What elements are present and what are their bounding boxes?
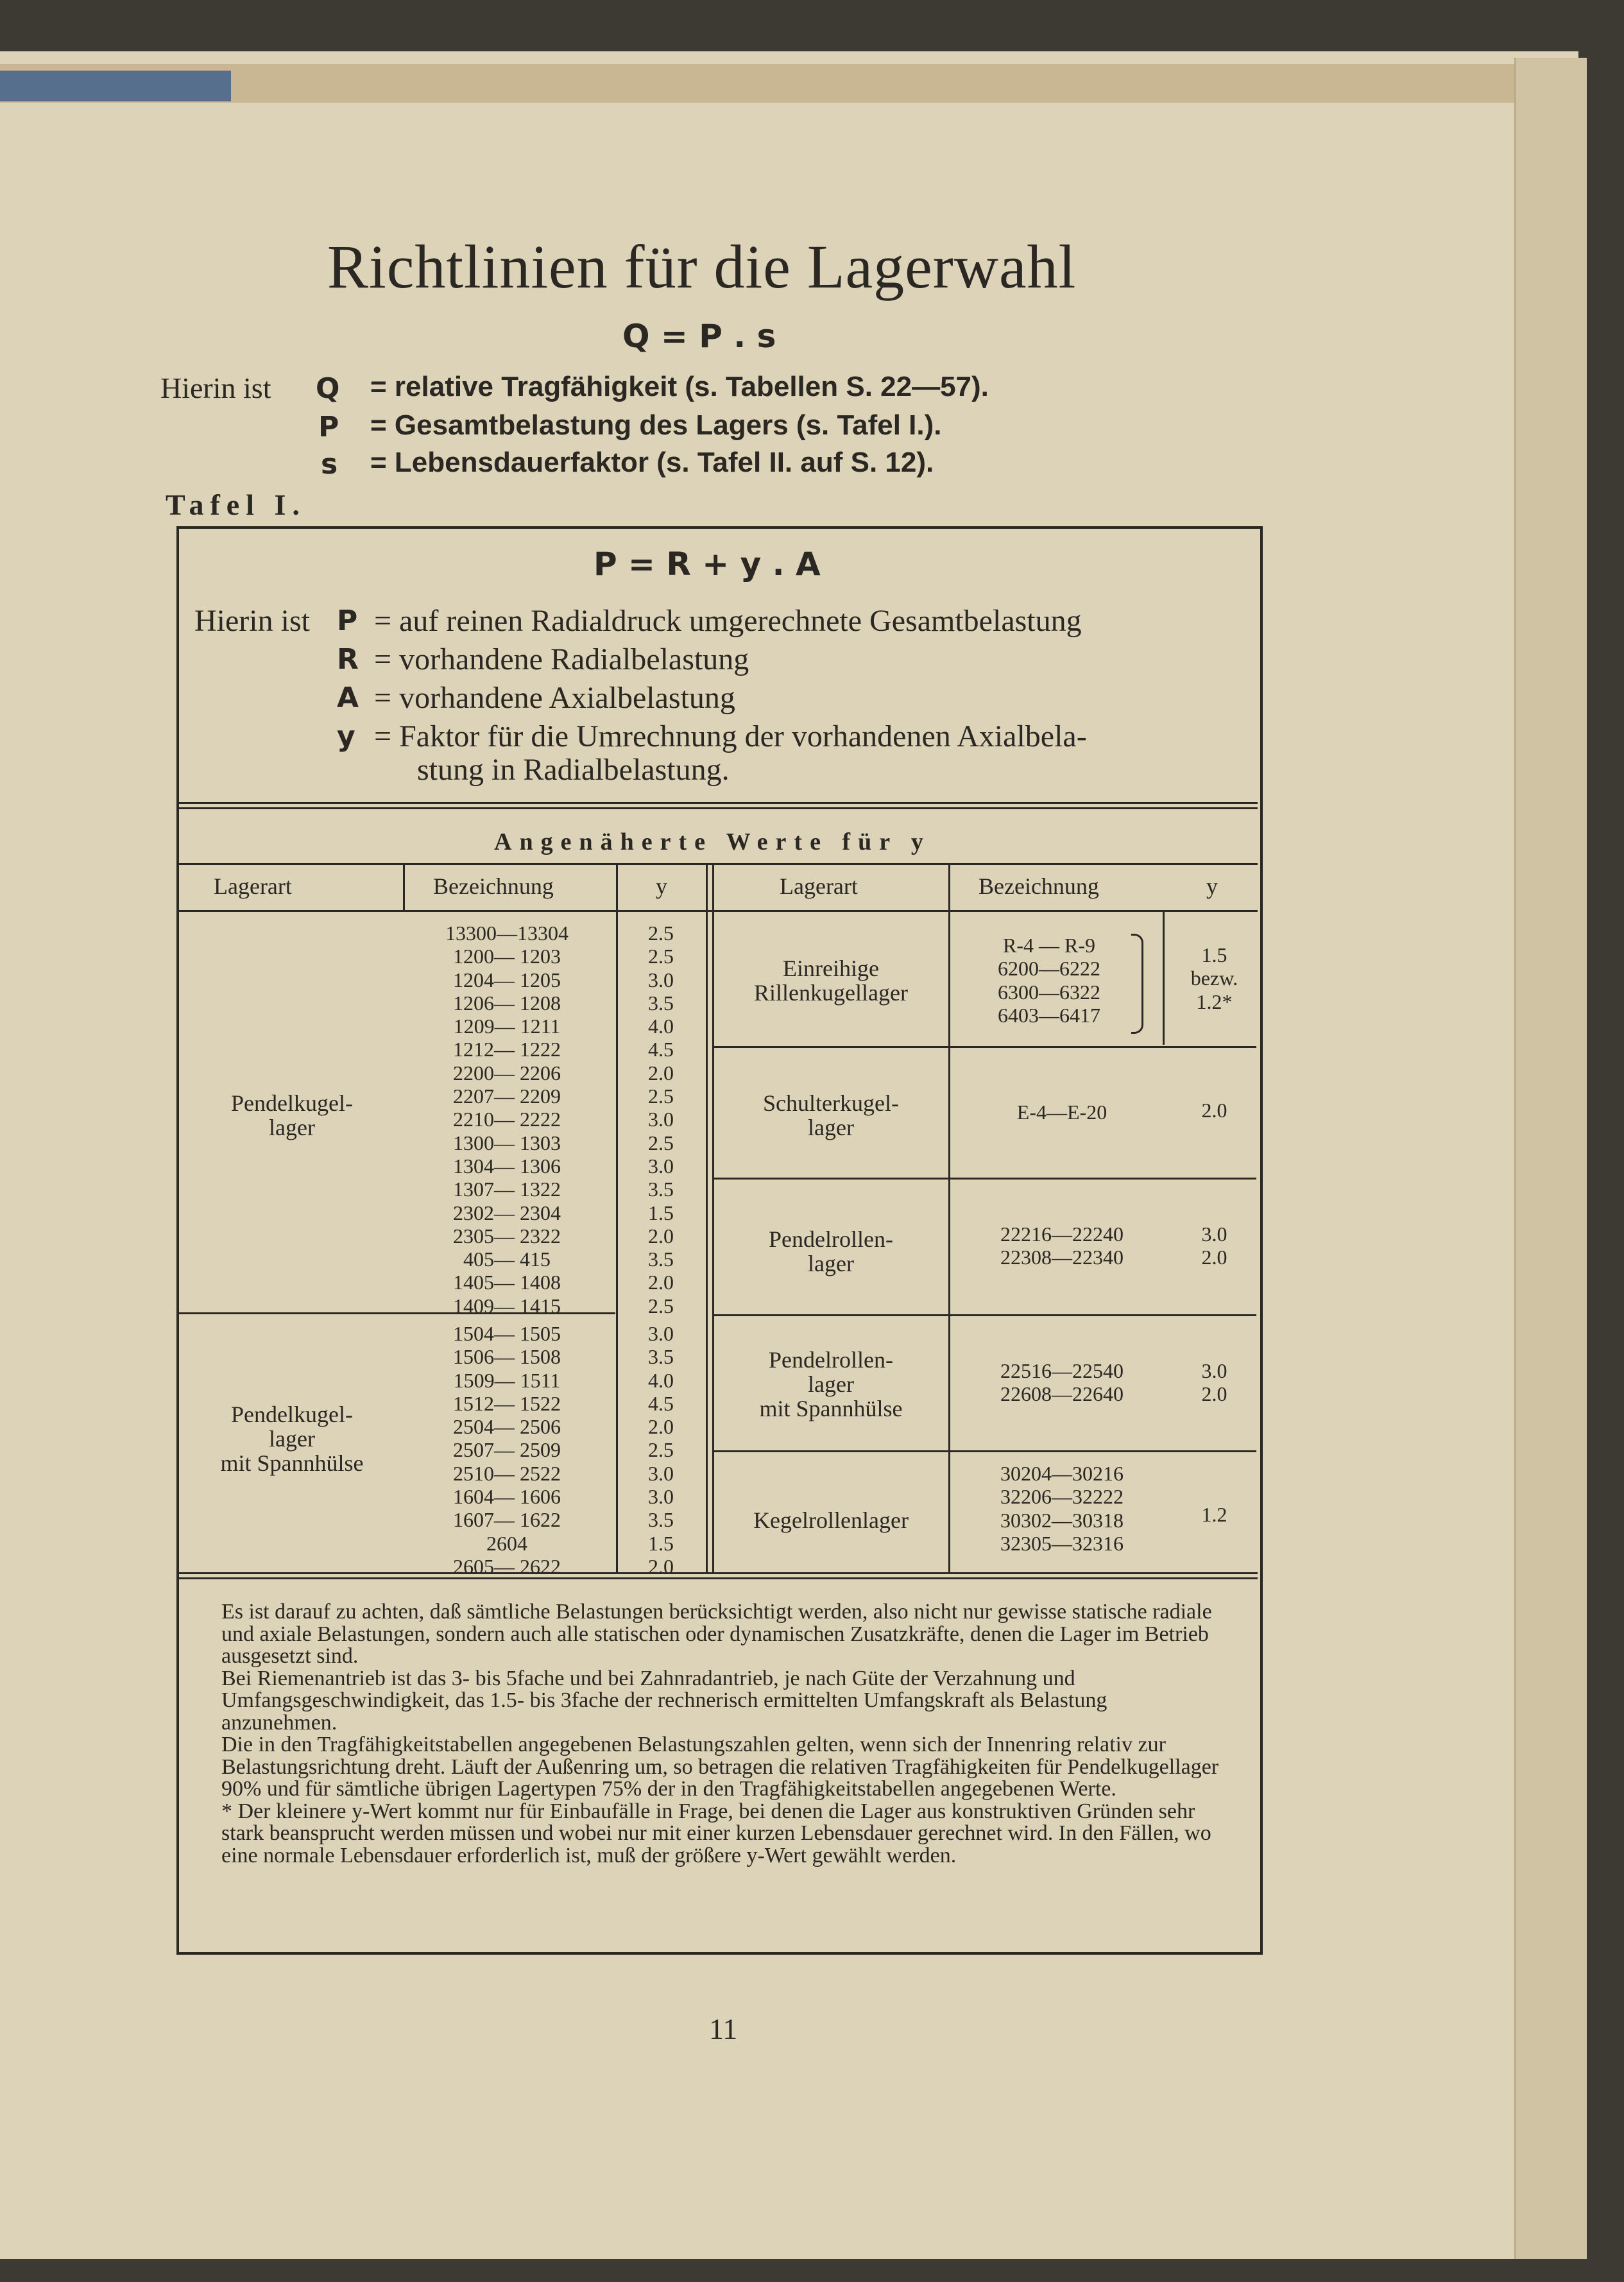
group-divider: [714, 1178, 1256, 1180]
table-cell: 1300— 1303: [453, 1131, 561, 1154]
table-cell: 2.5: [648, 1131, 674, 1154]
table-cell: 2210— 2222: [453, 1108, 561, 1131]
column-divider: [948, 863, 950, 1572]
table-cell: 1212— 1222: [453, 1038, 561, 1061]
table-cell: 30302—30318: [1000, 1508, 1124, 1532]
table-cell: 3.0: [648, 968, 674, 991]
table-cell: 2510— 2522: [453, 1461, 561, 1485]
page-title: Richtlinien für die Lagerwahl: [327, 232, 1077, 301]
right-group-5-bezeichnung: [962, 1462, 1161, 1555]
main-formula: Q = P . s: [622, 318, 776, 355]
table-cell: 2.5: [648, 1294, 674, 1317]
page-number: 11: [709, 2012, 738, 2045]
table-cell: 1405— 1408: [453, 1271, 561, 1294]
table-cell: 3.0: [1201, 1222, 1227, 1246]
table-cell: 1506— 1508: [453, 1345, 561, 1369]
right-group-2-bezeichnung: [962, 1101, 1161, 1124]
table-cell: 2.0: [648, 1271, 674, 1294]
note-paragraph: Bei Riemenantrieb ist das 3- bis 5fache und bei Zahnradantrieb, je nach Güte der Verzahnung und Umfangsgeschwindigkeit, das 1.5- bis 3fache der rechnerisch ermittelten Umfangskraft als Belastung anzunehmen.: [221, 1666, 1107, 1735]
table-cell: 3.5: [648, 1248, 674, 1271]
right-group-3-bezeichnung: [962, 1222, 1161, 1269]
right-group-3-y: [1174, 1222, 1254, 1269]
right-group-2-name: Schulterkugel- lager: [763, 1090, 899, 1140]
table-bottom-line: [179, 1577, 1258, 1579]
table-cell: 2.0: [648, 1415, 674, 1439]
table-cell: 2605— 2622: [453, 1554, 561, 1578]
group-divider: [714, 1046, 1256, 1048]
table-cell: 3.5: [648, 1178, 674, 1201]
table-cell: 2.0: [1201, 1099, 1227, 1122]
table-cell: 2.5: [648, 922, 674, 945]
brace-icon: [1131, 934, 1143, 1034]
header-lagerart-right: Lagerart: [780, 873, 858, 899]
table-cell: 3.0: [648, 1108, 674, 1131]
header-bezeichnung-right: Bezeichnung: [979, 873, 1099, 899]
intro-def-s: = Lebensdauerfaktor (s. Tafel II. auf S. 12).: [370, 447, 934, 478]
table-cell: 22608—22640: [1000, 1382, 1124, 1406]
table-cell: 2.5: [648, 945, 674, 968]
table-cell: 4.0: [648, 1015, 674, 1038]
group-divider: [714, 1314, 1256, 1316]
intro-symbol-q: Q: [316, 372, 340, 405]
table-cell: 1307— 1322: [453, 1178, 561, 1201]
box-symbol-r: R: [337, 643, 359, 676]
table-cell: bezw.: [1190, 966, 1238, 990]
column-divider: [706, 863, 708, 1572]
table-cell: 4.5: [648, 1038, 674, 1061]
box-symbol-p: P: [337, 605, 358, 637]
box-def-p: = auf reinen Radialdruck umgerechnete Gesamtbelastung: [374, 604, 1082, 638]
column-divider: [403, 863, 405, 910]
table-cell: 3.0: [648, 1461, 674, 1485]
box-formula: P = R + y . A: [594, 545, 821, 583]
left-group-1-y: [626, 922, 696, 1317]
table-cell: 2.0: [648, 1224, 674, 1248]
table-cell: 32206—32222: [1000, 1485, 1124, 1509]
table-cell: 2207— 2209: [453, 1085, 561, 1108]
right-group-1-bezeichnung: [962, 934, 1136, 1027]
table-cell: 1.5: [648, 1201, 674, 1224]
table-bottom-line: [179, 1572, 1258, 1574]
divider-line: [179, 807, 1258, 809]
intro-def-q: = relative Tragfähigkeit (s. Tabellen S. 22—57).: [370, 371, 989, 402]
table-cell: 3.0: [1201, 1359, 1227, 1382]
table-cell: 1504— 1505: [453, 1322, 561, 1345]
table-cell: 1.2: [1201, 1503, 1227, 1526]
intro-label: Hierin ist: [160, 372, 271, 404]
box-symbol-y: y: [337, 720, 355, 753]
table-cell: 1200— 1203: [453, 945, 561, 968]
right-group-5-y: [1174, 1503, 1254, 1526]
table-cell: 6300—6322: [998, 980, 1100, 1004]
table-cell: 3.0: [648, 1154, 674, 1178]
table-header-bottom-line: [179, 910, 1258, 912]
table-cell: 32305—32316: [1000, 1531, 1124, 1555]
table-cell: 4.5: [648, 1391, 674, 1415]
note-paragraph: Es ist darauf zu achten, daß sämtliche Belastungen berücksichtigt werden, also nicht nur gewisse statische radiale und axiale Belastungen, sondern auch alle statischen oder dynamischen Zusatzkräfte, denen die Lager im Betrieb ausgesetzt sind.: [221, 1600, 1212, 1668]
intro-symbol-s: s: [321, 448, 338, 481]
note-paragraph: Die in den Tragfähigkeitstabellen angegebenen Belastungszahlen gelten, wenn sich der Innenring relativ zur Belastungsrichtung dreht. Läuft der Außenring um, so betragen die relativen Tragfähigkeiten für Pendelkugellager 90% und für sämtliche übrigen Lagertypen 75% der in den Tragfähigkeitstabellen angegebenen Werte.: [221, 1733, 1219, 1801]
table-cell: 2.0: [1201, 1382, 1227, 1406]
header-y-left: y: [656, 873, 667, 899]
table-cell: 22516—22540: [1000, 1359, 1124, 1382]
table-cell: 2.0: [648, 1061, 674, 1085]
table-cell: 1509— 1511: [453, 1368, 561, 1392]
right-group-1-y: [1174, 943, 1254, 1013]
table-cell: 1209— 1211: [453, 1015, 561, 1038]
table-cell: 2.0: [648, 1554, 674, 1578]
right-group-4-y: [1174, 1359, 1254, 1406]
table-cell: 3.5: [648, 991, 674, 1015]
table-cell: 1206— 1208: [453, 991, 561, 1015]
right-group-1-name: Einreihige Rillenkugellager: [754, 956, 908, 1006]
box-def-y: = Faktor für die Umrechnung der vorhandenen Axialbela-: [374, 719, 1087, 753]
table-cell: 6200—6222: [998, 957, 1100, 981]
table-cell: 22216—22240: [1000, 1222, 1124, 1246]
group-divider: [714, 1450, 1256, 1452]
table-cell: 1204— 1205: [453, 968, 561, 991]
notes-text: [221, 1601, 1226, 1867]
left-group-2-bezeichnung: [411, 1322, 603, 1578]
table-cell: 22308—22340: [1000, 1246, 1124, 1269]
table-cell: 1409— 1415: [453, 1294, 561, 1317]
table-cell: 2200— 2206: [453, 1061, 561, 1085]
table-cell: R-4 — R-9: [1003, 934, 1095, 957]
table-cell: 2.5: [648, 1085, 674, 1108]
table-cell: 2305— 2322: [453, 1224, 561, 1248]
note-paragraph: * Der kleinere y-Wert kommt nur für Einbaufälle in Frage, bei denen die Lager aus konstruktiven Gründen sehr stark beansprucht werden müssen und wobei nur mit einer kurzen Lebensdauer gerechnet wird. In den Fällen, wo eine normale Lebensdauer erforderlich ist, muß der größere y-Wert gewählt werden.: [221, 1799, 1211, 1867]
left-group-2-name: Pendelkugel- lager mit Spannhülse: [220, 1402, 364, 1476]
book-edge: [1514, 58, 1587, 2259]
table-header-top-line: [179, 863, 1258, 865]
divider-line: [179, 802, 1258, 804]
box-label: Hierin ist: [194, 604, 310, 638]
box-def-a: = vorhandene Axialbelastung: [374, 681, 735, 715]
table-cell: 3.5: [648, 1345, 674, 1369]
table-cell: 1.2*: [1196, 990, 1233, 1013]
table-caption: Angenäherte Werte für y: [494, 828, 931, 855]
tafel-label: Tafel I.: [166, 488, 306, 521]
table-cell: 1607— 1622: [453, 1508, 561, 1532]
table-cell: 2504— 2506: [453, 1415, 561, 1439]
right-group-5-name: Kegelrollenlager: [753, 1507, 909, 1533]
left-group-2-y: [626, 1322, 696, 1578]
table-cell: 2507— 2509: [453, 1438, 561, 1462]
left-group-1-bezeichnung: [411, 922, 603, 1317]
table-cell: 1604— 1606: [453, 1485, 561, 1509]
table-cell: 1.5: [1201, 943, 1227, 966]
table-cell: 2604: [486, 1531, 527, 1555]
table-cell: 2302— 2304: [453, 1201, 561, 1224]
right-group-4-name: Pendelrollen- lager mit Spannhülse: [759, 1347, 903, 1421]
table-cell: 1.5: [648, 1531, 674, 1555]
table-cell: 3.5: [648, 1508, 674, 1532]
table-cell: 1512— 1522: [453, 1391, 561, 1415]
right-group-3-name: Pendelrollen- lager: [769, 1226, 893, 1276]
left-group-1-name: Pendelkugel- lager: [231, 1090, 353, 1140]
column-divider: [616, 863, 618, 1572]
binding-strip: [0, 64, 1578, 103]
table-cell: 30204—30216: [1000, 1462, 1124, 1485]
box-def-y-cont: stung in Radialbelastung.: [417, 753, 730, 787]
table-cell: E-4—E-20: [1016, 1101, 1107, 1124]
right-group-2-y: [1174, 1099, 1254, 1122]
column-divider: [1163, 910, 1165, 1045]
table-cell: 13300—13304: [445, 922, 568, 945]
intro-def-p: = Gesamtbelastung des Lagers (s. Tafel I.).: [370, 409, 942, 441]
header-bezeichnung-left: Bezeichnung: [433, 873, 554, 899]
header-y-right: y: [1206, 873, 1218, 899]
header-lagerart-left: Lagerart: [214, 873, 292, 899]
right-group-4-bezeichnung: [962, 1359, 1161, 1406]
table-cell: 2.0: [1201, 1246, 1227, 1269]
table-cell: 1304— 1306: [453, 1154, 561, 1178]
table-cell: 6403—6417: [998, 1003, 1100, 1027]
table-cell: 3.0: [648, 1322, 674, 1345]
box-symbol-a: A: [337, 682, 359, 714]
table-cell: 4.0: [648, 1368, 674, 1392]
cover-tab: [0, 71, 231, 101]
table-cell: 405— 415: [463, 1248, 551, 1271]
table-cell: 3.0: [648, 1485, 674, 1509]
intro-symbol-p: P: [318, 411, 339, 443]
box-def-r: = vorhandene Radialbelastung: [374, 642, 749, 676]
table-cell: 2.5: [648, 1438, 674, 1462]
column-divider: [712, 863, 714, 1572]
